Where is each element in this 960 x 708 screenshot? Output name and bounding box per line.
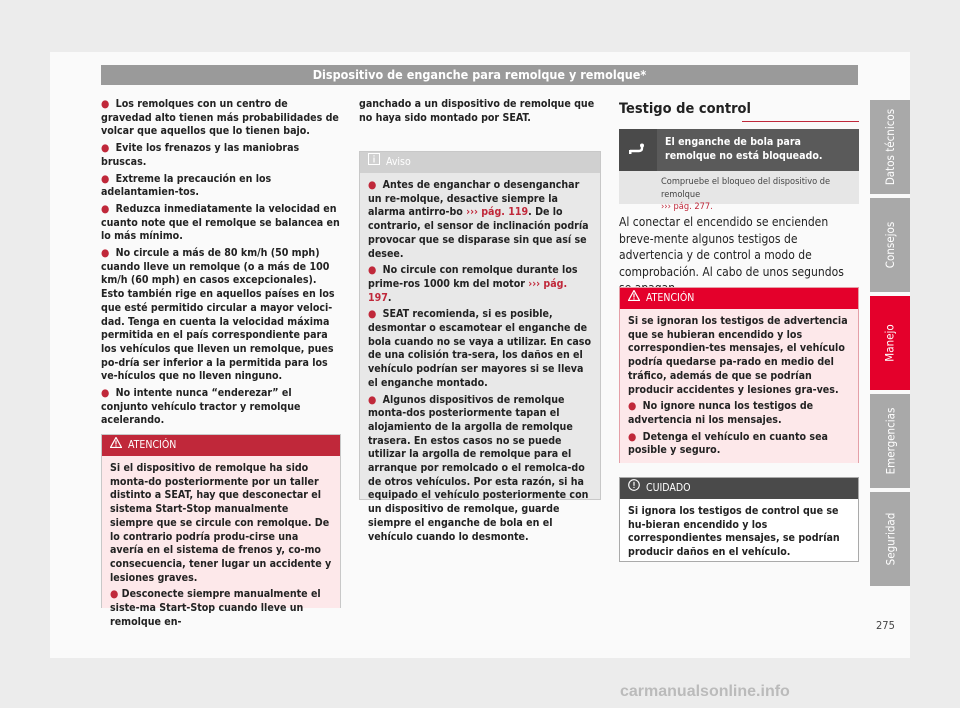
page-link[interactable]: ››› pág. 119 <box>466 206 529 219</box>
indicator-row <box>619 129 859 171</box>
page-link[interactable]: ››› pág. 277. <box>661 201 713 212</box>
warning-text: Si el dispositivo de remolque ha sido monta-do posteriormente por un taller distinto a SEAT, hay que desconectar el sistema Start-Stop manualmente siempre que se circule con remolque. De lo contrario podría produ-cirse una avería en el sistema de frenos y, co-mo consecuencia, tener lugar un accidente y lesiones graves. <box>110 462 332 584</box>
list-item: ● Reduzca inmediatamente la velocidad en cuanto note que el remolque se balancea en lo más mínimo. <box>101 202 340 243</box>
list-item: ● Extreme la precaución en los adelantamien-tos. <box>101 172 272 199</box>
warning-triangle-icon <box>110 435 122 456</box>
caution-box-body <box>620 499 858 561</box>
tab-consejos[interactable]: Consejos <box>870 198 910 292</box>
list-item: ● Detenga el vehículo en cuanto sea posible y seguro. <box>628 430 828 457</box>
list-item: ● No circule con remolque durante los prime-ros 1000 km del motor ››› pág. 197. <box>368 264 578 304</box>
note-box-aviso <box>359 151 601 543</box>
list-item: ● No intente nunca “enderezar” el conjunto vehículo tractor y remolque acelerando. <box>101 387 301 427</box>
note-box-title: Aviso <box>386 156 411 168</box>
note-box-header <box>360 152 600 173</box>
list-item: ● Algunos dispositivos de remolque monta-dos posteriormente tapan el alojamiento de la argolla de remolque trasera. En estos casos no se puede utilizar la argolla de remolque para el arranque por remolcado o el remolca-do de otros vehículos. Por esta razón, si ha equipado el vehículo posteriormente con un dispositivo de remolque, guarde siempre el enganche de bola en el vehículo cuando lo desmonte. <box>368 393 589 543</box>
caution-text: Si ignora los testigos de control que se hu-bieran encendido y los correspondientes mensajes, se podrían producir daños en el vehículo. <box>628 505 840 559</box>
tab-emergencias[interactable]: Emergencias <box>870 394 910 488</box>
warning-box-atencion <box>619 287 859 463</box>
tab-manejo[interactable]: Manejo <box>870 296 910 390</box>
warning-box-header <box>620 288 858 309</box>
info-icon <box>368 152 380 173</box>
note-box-body <box>360 173 600 543</box>
caution-box-title: CUIDADO <box>646 482 691 494</box>
list-item: ● SEAT recomienda, si es posible, desmontar o escamotear el enganche de bola cuando no se vaya a utilizar. En caso de una colisión tra-sera, los daños en el vehículo podrían ser mayores si se lleva el enganche montado. <box>368 308 592 389</box>
list-item: ● Desconecte siempre manualmente el siste-ma Start-Stop cuando lleve un remolque en- <box>110 588 321 628</box>
caution-box-cuidado <box>619 477 859 562</box>
list-item: ● No ignore nunca los testigos de advertencia ni los mensajes. <box>628 400 814 426</box>
warning-box-title: ATENCIÓN <box>646 292 695 304</box>
tab-datos-tecnicos[interactable]: Datos técnicos <box>870 100 910 194</box>
list-item: ● Los remolques con un centro de gravedad alto tienen más probabilidades de volcar que aquellos que lo tienen bajo. <box>101 98 339 138</box>
column-2 <box>359 98 601 125</box>
section-title: Testigo de control <box>619 101 751 117</box>
continuation-text: ganchado a un dispositivo de remolque que no haya sido montado por SEAT. <box>359 98 595 124</box>
tab-seguridad[interactable]: Seguridad <box>870 492 910 586</box>
tow-hitch-icon <box>619 129 657 171</box>
warning-box-title: ATENCIÓN <box>128 439 177 451</box>
page-header-title: Dispositivo de enganche para remolque y remolque* <box>101 65 858 85</box>
indicator-description: Compruebe el bloqueo del dispositivo de remolque ››› pág. 277. <box>619 171 859 204</box>
list-item: ● Evite los frenazos y las maniobras bruscas. <box>101 142 300 168</box>
caution-box-header <box>620 478 858 499</box>
page-link[interactable]: ››› pág. 197 <box>368 277 568 304</box>
caution-circle-icon <box>628 478 640 499</box>
warning-box-body <box>102 456 340 628</box>
column-1 <box>101 98 341 431</box>
section-title-rule <box>742 121 859 122</box>
indicator-table <box>619 129 859 212</box>
list-item: ● No circule a más de 80 km/h (50 mph) cuando lleve un remolque (o a más de 100 km/h (60 mph) en casos excepcionales). Esto también rige en aquellos países en los que esté permitido circular a mayor veloci-dad. Tenga en cuenta la velocidad máxima permitida en el país correspondiente para los vehículos que lleven un remolque, pues po-dría ser inferior a la permitida para los ve-hículos que no lleven ninguno. <box>101 247 335 383</box>
warning-triangle-icon <box>628 288 640 309</box>
indicator-title: El enganche de bola para remolque no está bloqueado. <box>657 129 859 171</box>
intro-paragraph: Al conectar el encendido se encienden breve-mente algunos testigos de advertencia y de control a modo de comprobación. Al cabo de unos segundos <box>619 215 844 279</box>
warning-text: Si se ignoran los testigos de advertencia que se hubieran encendido y los correspondien-tes mensajes, el vehículo podría quedarse pa-rado en medio del tráfico, además de que se podrían producir accidentes y lesiones gra-ves. <box>628 315 848 396</box>
watermark: carmanualsonline.info <box>620 683 790 700</box>
warning-box-header <box>102 435 340 456</box>
page-number: 275 <box>876 619 895 632</box>
warning-box-body <box>620 309 858 463</box>
warning-box-atencion <box>101 434 341 628</box>
list-item: ● Antes de enganchar o desenganchar un re-molque, desactive siempre la alarma antirro-bo ››› pág. 119. De lo contrario, el sensor de inclinación podría provocar que se disparase sin que así se desee. <box>368 179 589 260</box>
